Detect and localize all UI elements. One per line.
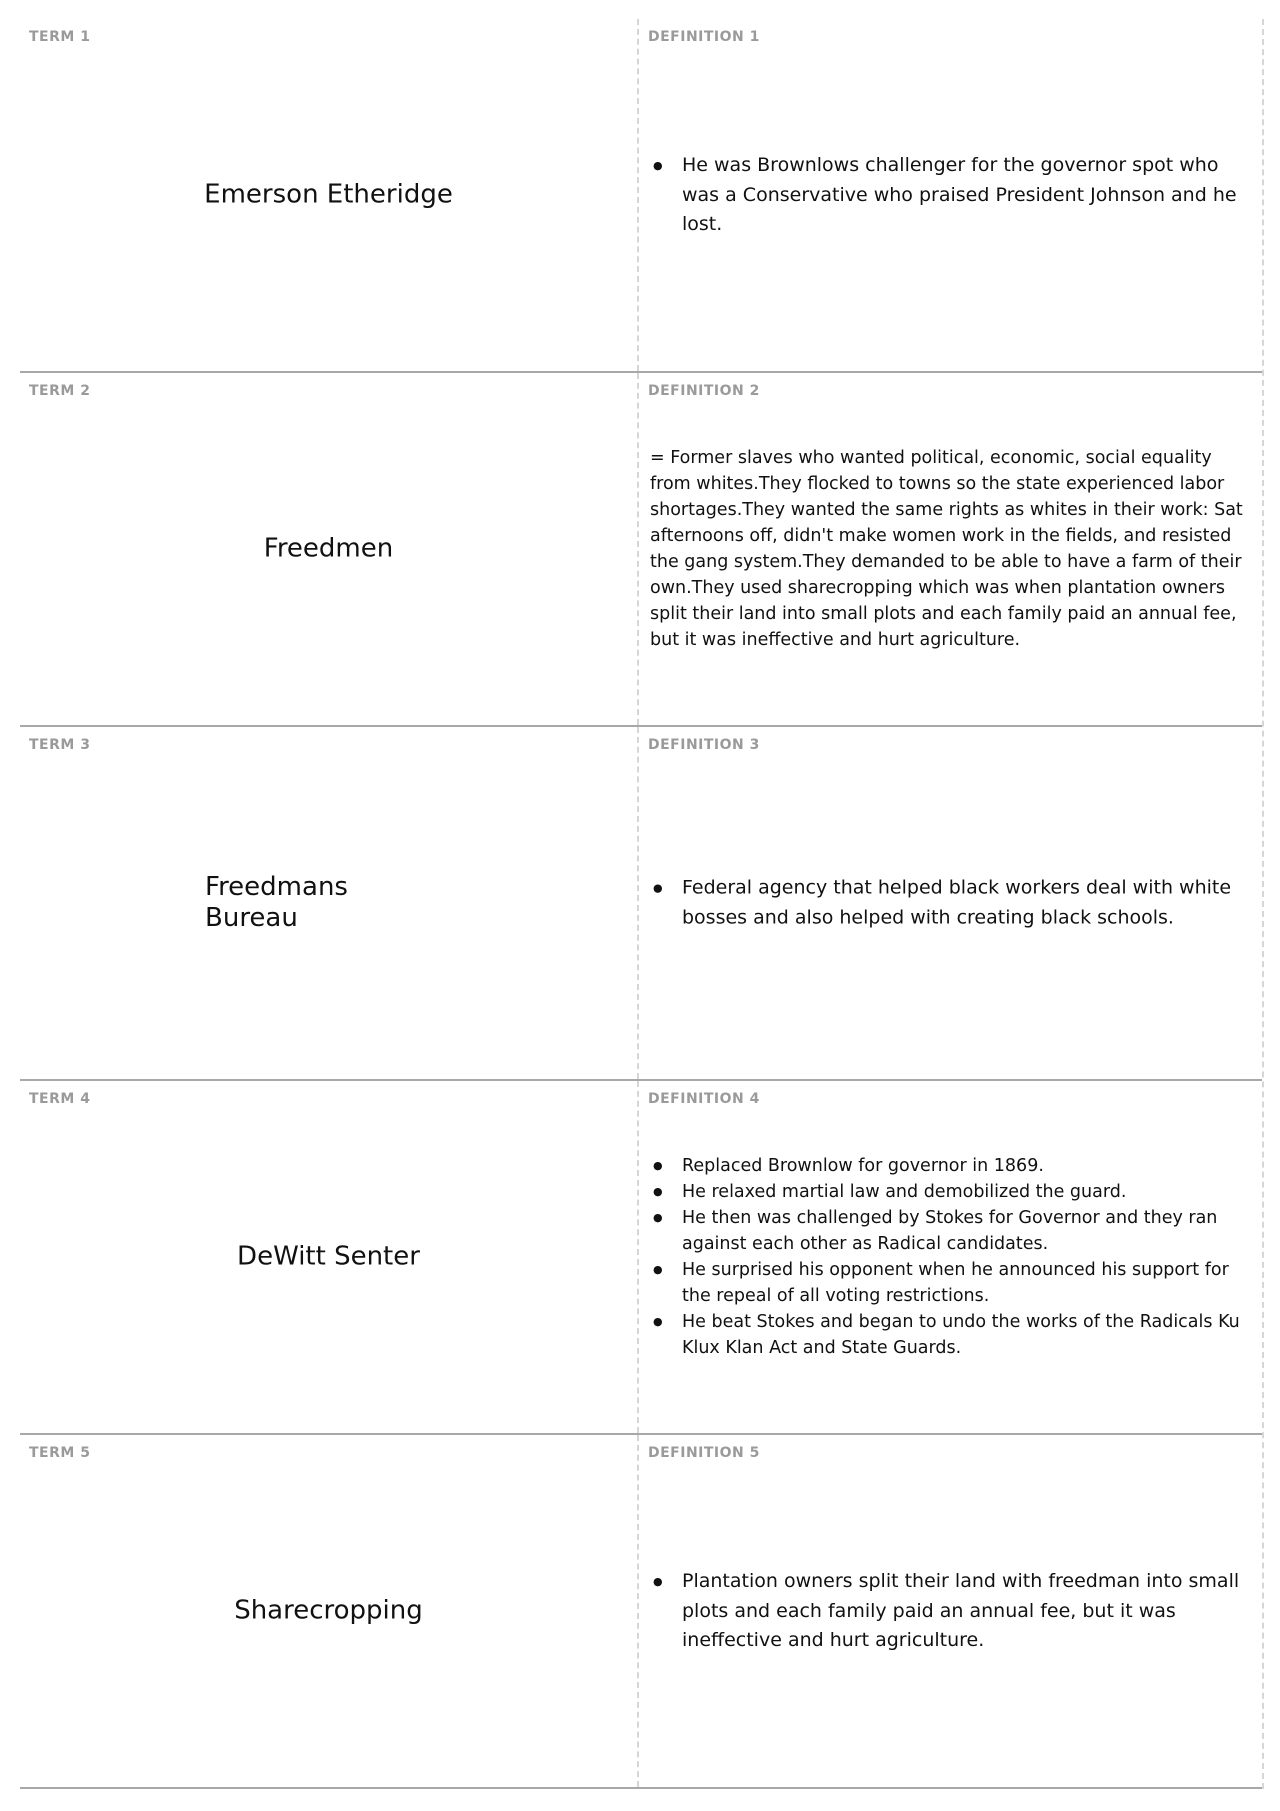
definition-text: [650, 445, 1256, 653]
definition-cell: [639, 19, 1262, 371]
flashcard-row: [20, 1081, 1262, 1435]
term-text: Sharecropping: [234, 1595, 423, 1626]
definition-bullet: ● He relaxed martial law and demobilized the guard.: [650, 1179, 1256, 1205]
definition-bullet: ● He surprised his opponent when he announced his support for the repeal of all voting restrictions.: [650, 1257, 1256, 1309]
definition-cell: [639, 1081, 1262, 1433]
definition-label: DEFINITION 1: [648, 29, 760, 45]
definition-text: [650, 1153, 1256, 1361]
definition-label: DEFINITION 2: [648, 383, 760, 399]
term-cell: [20, 373, 639, 725]
term-label: TERM 2: [29, 383, 91, 399]
term-label: TERM 1: [29, 29, 91, 45]
definition-cell: [639, 727, 1262, 1079]
term-label: TERM 4: [29, 1091, 91, 1107]
definition-cell: [639, 373, 1262, 725]
term-cell: [20, 1081, 639, 1433]
flashcard-row: [20, 1435, 1262, 1789]
definition-list: [650, 1153, 1256, 1361]
definition-bullet: ● He then was challenged by Stokes for Governor and they ran against each other as Radical candidates.: [650, 1205, 1256, 1257]
term-cell: [20, 727, 639, 1079]
definition-label: DEFINITION 5: [648, 1445, 760, 1461]
definition-paragraph: = Former slaves who wanted political, economic, social equality from whites.They flocked to towns so the state experienced labor shortages.They wanted the same rights as whites in their work: Sat afternoons off, didn't make women work in the fields, and resisted the gang system.They demanded to be able to have a farm of their own.They used sharecropping which was when plantation owners split their land into small plots and each family paid an annual fee, but it was ineffective and hurt agriculture.: [650, 448, 1243, 650]
definition-list: [650, 151, 1256, 240]
term-label: TERM 3: [29, 737, 91, 753]
definition-text: [650, 874, 1256, 933]
definition-bullet: ● He was Brownlows challenger for the governor spot who was a Conservative who praised President Johnson and he lost.: [650, 151, 1256, 240]
definition-label: DEFINITION 3: [648, 737, 760, 753]
definition-bullet: ● Replaced Brownlow for governor in 1869.: [650, 1153, 1256, 1179]
term-label: TERM 5: [29, 1445, 91, 1461]
flashcard-row: [20, 19, 1262, 373]
term-text: DeWitt Senter: [237, 1241, 420, 1272]
term-cell: [20, 19, 639, 371]
definition-bullet: ● Federal agency that helped black workers deal with white bosses and also helped with creating black schools.: [650, 874, 1256, 933]
definition-cell: [639, 1435, 1262, 1787]
term-text: Emerson Etheridge: [204, 179, 453, 210]
definition-bullet: ● Plantation owners split their land with freedman into small plots and each family paid an annual fee, but it was ineffective and hurt agriculture.: [650, 1567, 1256, 1656]
flashcard-row: [20, 727, 1262, 1081]
term-line: Freedmans: [205, 872, 348, 902]
definition-list: [650, 1567, 1256, 1656]
term-text: [205, 872, 375, 934]
definition-text: [650, 151, 1256, 240]
definition-text: [650, 1567, 1256, 1656]
term-text: Freedmen: [263, 533, 394, 564]
definition-list: [650, 874, 1256, 933]
term-cell: [20, 1435, 639, 1787]
flashcard-row: [20, 373, 1262, 727]
definition-bullet: ● He beat Stokes and began to undo the works of the Radicals Ku Klux Klan Act and State Guards.: [650, 1309, 1256, 1361]
flashcard-sheet: [20, 19, 1264, 1789]
term-line: Bureau: [205, 903, 298, 933]
definition-label: DEFINITION 4: [648, 1091, 760, 1107]
